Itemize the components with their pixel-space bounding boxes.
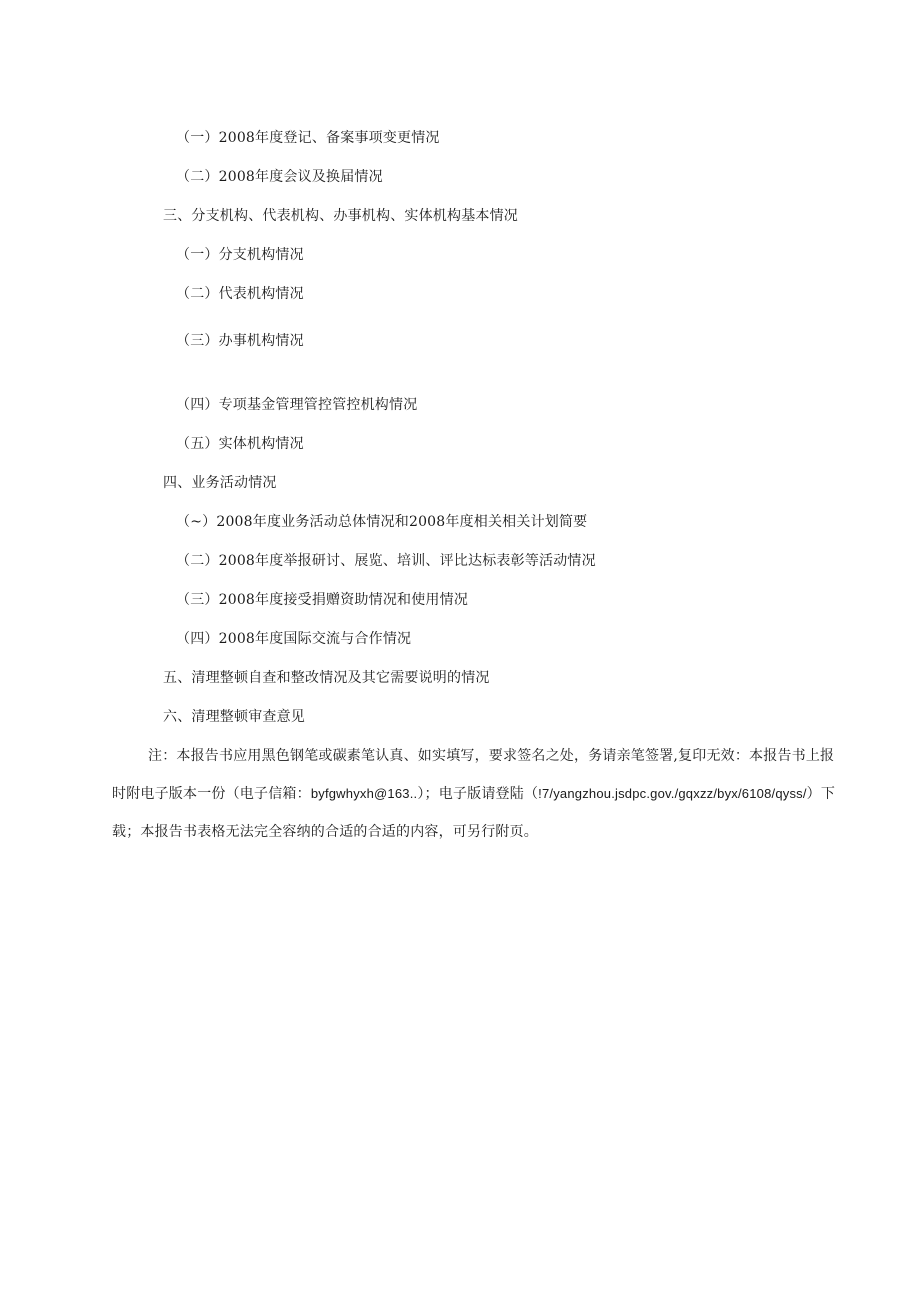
outline-item-4-4: （四）2008年度国际交流与合作情况	[176, 631, 412, 647]
outline-item-3-5: （五）实体机构情况	[176, 436, 304, 452]
section-heading-5: 五、清理整顿自查和整改情况及其它需要说明的情况	[163, 670, 490, 686]
outline-item-1-1: （一）2008年度登记、备案事项变更情况	[176, 130, 440, 146]
outline-item-3-1: （一）分支机构情况	[176, 247, 304, 263]
section-heading-6: 六、清理整顿审查意见	[163, 709, 305, 725]
note-email: byfgwhyxh@163..	[310, 786, 418, 801]
note-url: !7/yangzhou.jsdpc.gov./gqxzz/byx/6108/qyss/	[538, 786, 807, 801]
outline-item-1-2: （二）2008年度会议及换届情况	[176, 169, 383, 185]
note-paragraph	[112, 737, 847, 851]
note-text-3: ）下载；本报告书表格无法完全容纳的合适的合适的内容，可另行附页。	[112, 786, 836, 840]
outline-item-4-1: （~）2008年度业务活动总体情况和2008年度相关相关计划简要	[176, 514, 588, 530]
outline-item-4-3: （三）2008年度接受捐赠资助情况和使用情况	[176, 592, 469, 608]
outline-item-3-4: （四）专项基金管理管控管控机构情况	[176, 397, 418, 413]
note-text-2: ）；电子版请登陆（	[417, 786, 539, 802]
note-text-1: 注：本报告书应用黑色钢笔或碳素笔认真、如实填写，要求签名之处，务请亲笔签署,复印无效：本报告书上报时附电子版本一份（电子信箱：	[112, 748, 835, 802]
outline-item-3-2: （二）代表机构情况	[176, 286, 304, 302]
outline-item-4-2: （二）2008年度举报研讨、展览、培训、评比达标表彰等活动情况	[176, 553, 596, 569]
outline-item-3-3: （三）办事机构情况	[176, 333, 304, 349]
section-heading-3: 三、分支机构、代表机构、办事机构、实体机构基本情况	[163, 208, 518, 224]
section-heading-4: 四、业务活动情况	[163, 475, 277, 491]
